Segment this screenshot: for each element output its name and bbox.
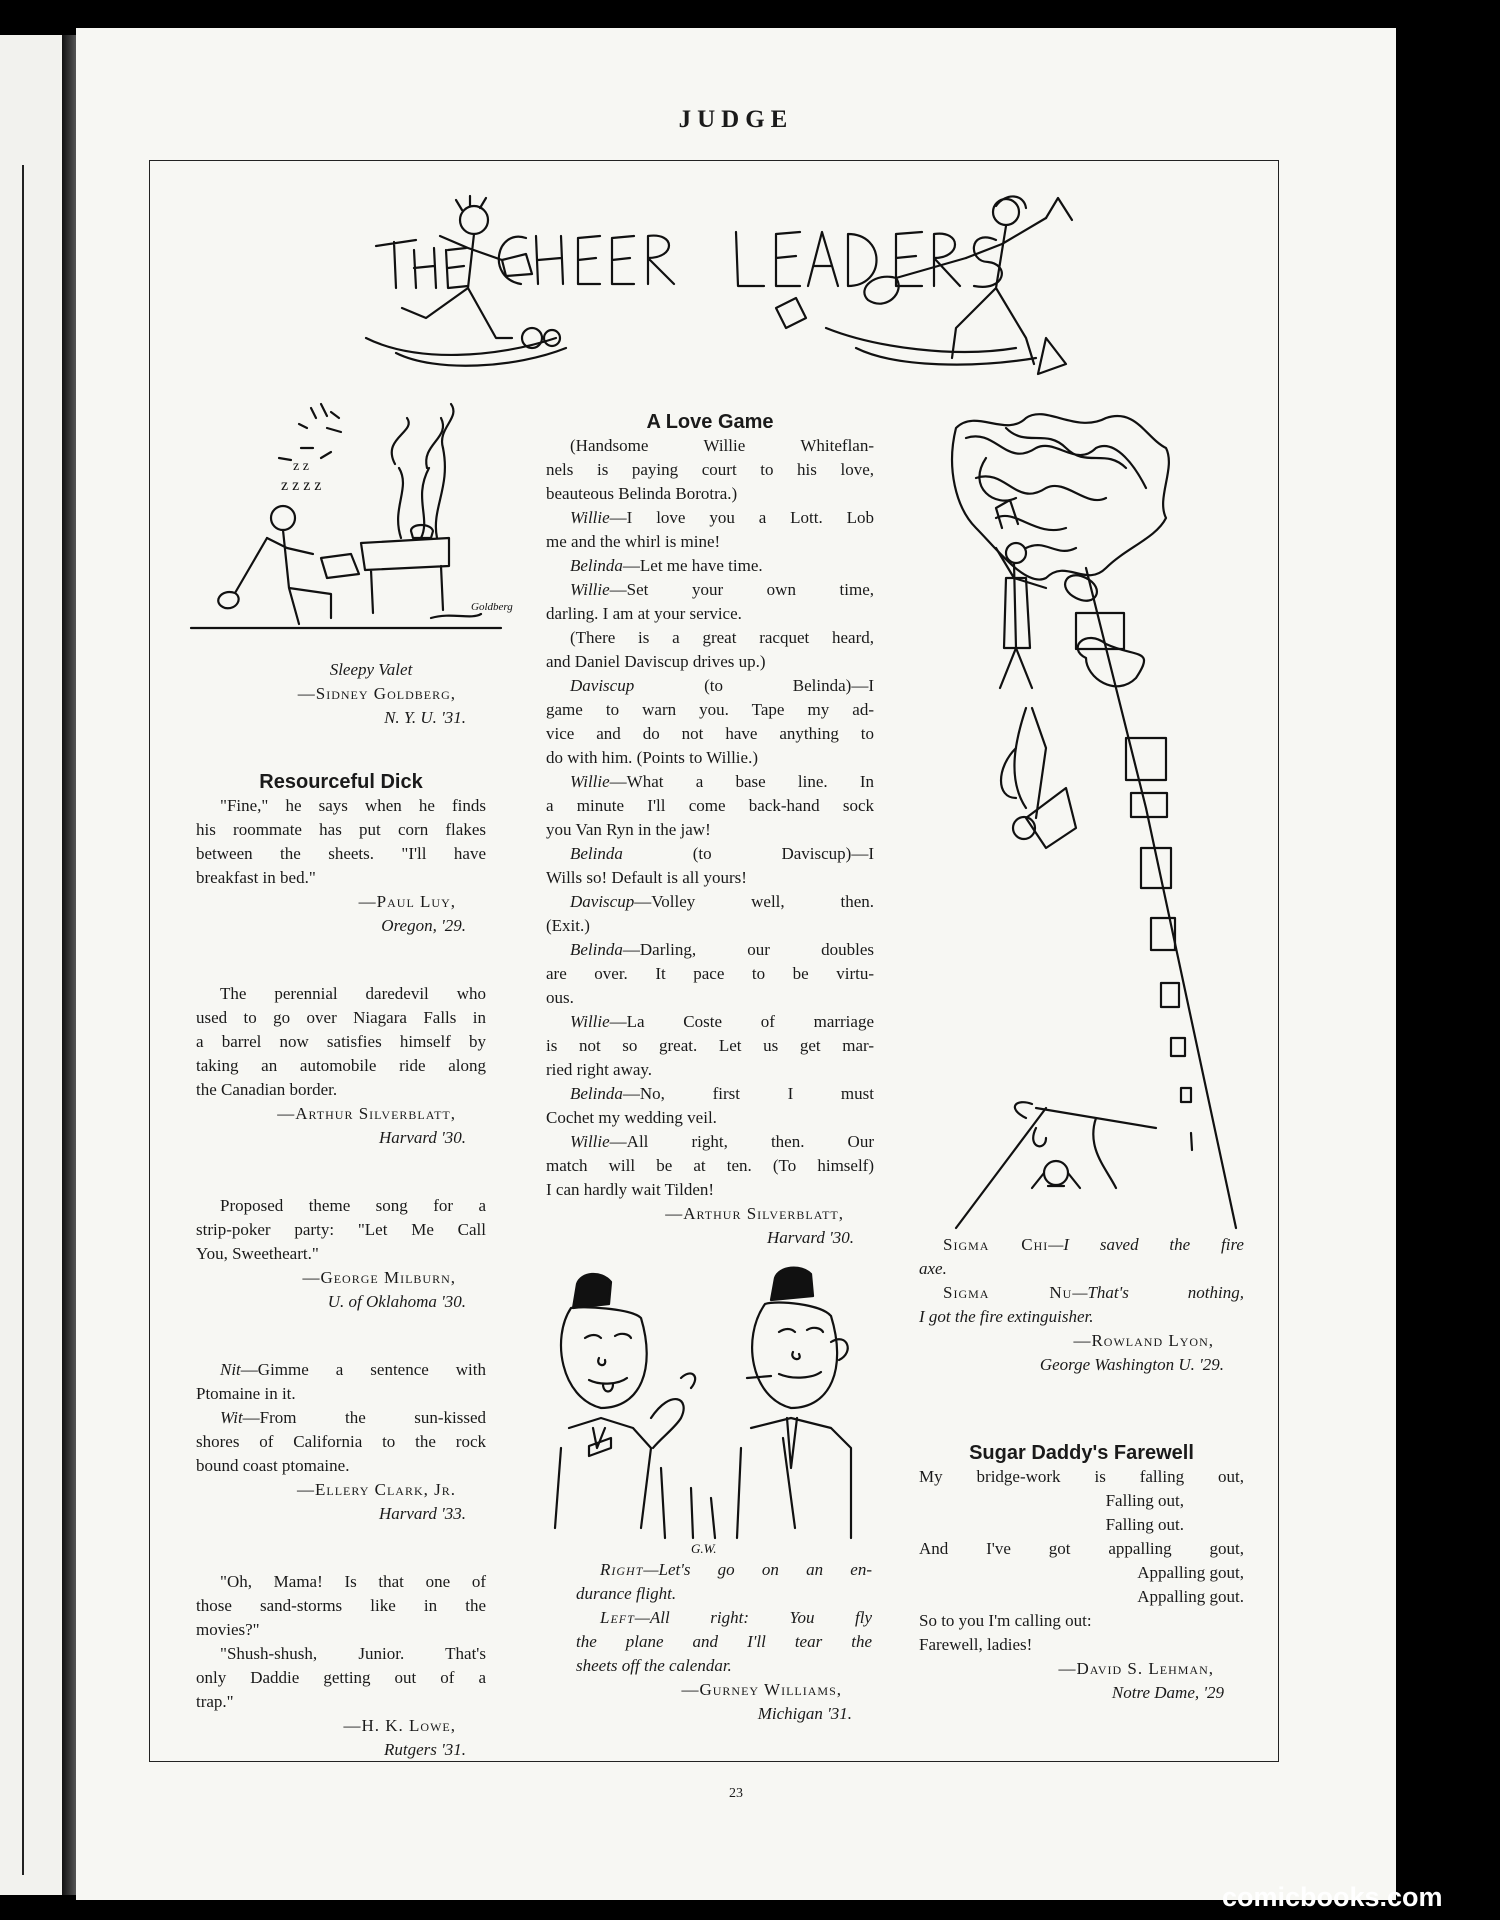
resourceful-dick-line: between the sheets. "I'll have xyxy=(196,844,486,863)
fire-line: axe. xyxy=(919,1259,947,1278)
ptomaine-line xyxy=(196,1358,486,1382)
fire-school: George Washington U. '29. xyxy=(1039,1355,1224,1374)
ptomaine-text: —From the sun-kissed xyxy=(242,1408,486,1427)
theme-song-joke xyxy=(196,1194,486,1314)
resourceful-dick-title: Resourceful Dick xyxy=(259,771,423,793)
ptomaine-joke xyxy=(196,1358,486,1526)
endurance-author: —Gurney Williams, xyxy=(681,1680,842,1699)
speaker-name: Willie xyxy=(570,580,610,599)
masthead: JUDGE xyxy=(678,106,794,133)
sleepy-valet-illustration xyxy=(181,388,511,648)
love-game-line: ous. xyxy=(546,988,574,1007)
love-game-line xyxy=(546,674,874,698)
mama-school: Rutgers '31. xyxy=(383,1740,466,1759)
fire-text: —I saved the fire xyxy=(1048,1235,1244,1254)
cheer-leaders-banner xyxy=(356,188,1076,398)
sugar-daddy-line: And I've got appalling gout, xyxy=(919,1539,1244,1558)
mama-line: only Daddie getting out of a xyxy=(196,1668,486,1687)
ptomaine-speaker-nit: Nit xyxy=(220,1360,241,1379)
ptomaine-line xyxy=(196,1406,486,1430)
speaker-name: Right xyxy=(600,1560,644,1579)
daredevil-joke xyxy=(196,982,486,1150)
fire-escape-illustration xyxy=(936,408,1236,1228)
ptomaine-school: Harvard '33. xyxy=(378,1504,466,1523)
love-game-line: match will be at ten. (To himself) xyxy=(546,1156,874,1175)
theme-song-line: Proposed theme song for a xyxy=(220,1196,486,1215)
speaker-text: —All right: You fly xyxy=(634,1608,872,1627)
aviators-signature: G.W. xyxy=(691,1541,717,1556)
sugar-daddy-school: Notre Dame, '29 xyxy=(1111,1683,1224,1702)
sugar-daddy-line: Falling out, xyxy=(1105,1491,1184,1510)
mama-line: "Shush-shush, Junior. That's xyxy=(220,1644,486,1663)
daredevil-school: Harvard '30. xyxy=(378,1128,466,1147)
theme-song-line: strip-poker party: "Let Me Call xyxy=(196,1220,486,1239)
speaker-name: Willie xyxy=(570,772,610,791)
fire-line xyxy=(919,1281,1244,1305)
love-game-line: do with him. (Points to Willie.) xyxy=(546,748,758,767)
love-game-line xyxy=(546,938,874,962)
speaker-name: Belinda xyxy=(570,940,623,959)
love-game-line: (Exit.) xyxy=(546,916,590,935)
daredevil-line: a barrel now satisfies himself by xyxy=(196,1032,486,1051)
love-game-line: game to warn you. Tape my ad- xyxy=(546,700,874,719)
love-game-line xyxy=(546,1010,874,1034)
love-game-line: nels is paying court to his love, xyxy=(546,460,874,479)
love-game-line: beauteous Belinda Borotra.) xyxy=(546,484,738,503)
previous-page-edge xyxy=(0,35,62,1895)
book-gutter xyxy=(62,35,76,1895)
sugar-daddy-line: My bridge-work is falling out, xyxy=(919,1467,1244,1486)
theme-song-line: You, Sweetheart." xyxy=(196,1244,319,1263)
love-game-line xyxy=(546,842,874,866)
love-game-line: a minute I'll come back-hand sock xyxy=(546,796,874,815)
love-game-line: vice and do not have anything to xyxy=(546,724,874,743)
sleepy-valet-caption: Sleepy Valet xyxy=(329,660,413,679)
sugar-daddy-line: Falling out. xyxy=(1105,1515,1184,1534)
love-game-line: (Handsome Willie Whiteflan- xyxy=(570,436,874,455)
speaker-name: Belinda xyxy=(570,556,623,575)
love-game-line: (There is a great racquet heard, xyxy=(570,628,874,647)
mama-joke xyxy=(196,1570,486,1762)
fire-speaker: Sigma Nu xyxy=(943,1283,1073,1302)
sugar-daddy-title: Sugar Daddy's Farewell xyxy=(969,1442,1194,1464)
love-game-title: A Love Game xyxy=(646,411,774,433)
daredevil-line: The perennial daredevil who xyxy=(220,984,486,1003)
speaker-text: (to Belinda)—I xyxy=(634,676,874,695)
speaker-text: —Let me have time. xyxy=(622,556,763,575)
daredevil-line: taking an automobile ride along xyxy=(196,1056,486,1075)
theme-song-school: U. of Oklahoma '30. xyxy=(327,1292,466,1311)
fire-author: —Rowland Lyon, xyxy=(1073,1331,1214,1350)
resourceful-dick-author: —Paul Luy, xyxy=(358,892,456,911)
fire-text: —That's nothing, xyxy=(1072,1283,1244,1302)
love-game-line: I can hardly wait Tilden! xyxy=(546,1180,715,1199)
middle-column xyxy=(546,410,874,1250)
speaker-text: —What a base line. In xyxy=(609,772,874,791)
sleepy-valet-school: N. Y. U. '31. xyxy=(384,708,466,727)
speaker-name: Daviscup xyxy=(570,676,635,695)
right-column xyxy=(919,1233,1244,1705)
endurance-line xyxy=(576,1606,872,1630)
love-game-line xyxy=(546,554,874,578)
svg-text:z z: z z xyxy=(293,459,309,474)
speaker-name: Willie xyxy=(570,1132,610,1151)
speaker-text: (to Daviscup)—I xyxy=(622,844,874,863)
mama-line: trap." xyxy=(196,1692,234,1711)
ptomaine-line: Ptomaine in it. xyxy=(196,1384,296,1403)
resourceful-dick-line: "Fine," he says when he finds xyxy=(220,796,486,815)
mama-author: —H. K. Lowe, xyxy=(343,1716,456,1735)
love-game-line: Wills so! Default is all yours! xyxy=(546,868,747,887)
ptomaine-text: —Gimme a sentence with xyxy=(240,1360,486,1379)
speaker-text: —La Coste of marriage xyxy=(609,1012,874,1031)
sugar-daddy-line: Farewell, ladies! xyxy=(919,1635,1033,1654)
love-game-line xyxy=(546,578,874,602)
love-game-line xyxy=(546,1082,874,1106)
speaker-name: Willie xyxy=(570,1012,610,1031)
love-game-line: and Daniel Daviscup drives up.) xyxy=(546,652,766,671)
speaker-text: —No, first I must xyxy=(622,1084,874,1103)
watermark: comicbooks.com xyxy=(1222,1882,1443,1912)
speaker-text: —All right, then. Our xyxy=(609,1132,874,1151)
theme-song-author: —George Milburn, xyxy=(302,1268,456,1287)
ptomaine-line: shores of California to the rock xyxy=(196,1432,486,1451)
speaker-name: Willie xyxy=(570,508,610,527)
endurance-joke xyxy=(576,1558,872,1726)
fire-line xyxy=(919,1233,1244,1257)
love-game-line: is not so great. Let us get mar- xyxy=(546,1036,874,1055)
love-game-line: me and the whirl is mine! xyxy=(546,532,721,551)
mama-line: those sand-storms like in the xyxy=(196,1596,486,1615)
resourceful-dick-line: breakfast in bed." xyxy=(196,868,316,887)
left-column xyxy=(196,658,486,1762)
speaker-name: Belinda xyxy=(570,1084,623,1103)
endurance-line: the plane and I'll tear the xyxy=(576,1632,872,1651)
love-game-line: you Van Ryn in the jaw! xyxy=(546,820,711,839)
love-game-author: —Arthur Silverblatt, xyxy=(665,1204,844,1223)
ptomaine-author: —Ellery Clark, Jr. xyxy=(296,1480,456,1499)
speaker-name: Daviscup xyxy=(570,892,635,911)
sugar-daddy-line: So to you I'm calling out: xyxy=(919,1611,1092,1630)
previous-page-rule xyxy=(22,165,24,1875)
ptomaine-speaker-wit: Wit xyxy=(220,1408,243,1427)
sugar-daddy-line: Appalling gout. xyxy=(1137,1587,1244,1606)
love-game-school: Harvard '30. xyxy=(766,1228,854,1247)
mama-line: "Oh, Mama! Is that one of xyxy=(220,1572,486,1591)
daredevil-line: used to go over Niagara Falls in xyxy=(196,1008,486,1027)
endurance-line xyxy=(576,1558,872,1582)
resourceful-dick-school: Oregon, '29. xyxy=(381,916,466,935)
speaker-text: —I love you a Lott. Lob xyxy=(609,508,874,527)
daredevil-author: —Arthur Silverblatt, xyxy=(277,1104,456,1123)
love-game-line xyxy=(546,506,874,530)
speaker-text: —Darling, our doubles xyxy=(622,940,874,959)
speaker-text: —Let's go on an en- xyxy=(643,1560,872,1579)
speaker-name: Left xyxy=(600,1608,635,1627)
sugar-daddy-author: —David S. Lehman, xyxy=(1058,1659,1214,1678)
sleepy-valet-signature: Goldberg xyxy=(471,601,513,613)
speaker-text: —Set your own time, xyxy=(609,580,874,599)
daredevil-line: the Canadian border. xyxy=(196,1080,338,1099)
svg-text:z z z z: z z z z xyxy=(281,477,322,494)
love-game-line xyxy=(546,890,874,914)
page-number: 23 xyxy=(729,1786,743,1801)
resourceful-dick-body xyxy=(196,794,486,890)
endurance-line: durance flight. xyxy=(576,1584,677,1603)
sleepy-valet-author: —Sidney Goldberg, xyxy=(297,684,456,703)
fire-line: I got the fire extinguisher. xyxy=(919,1307,1094,1326)
love-game-line: darling. I am at your service. xyxy=(546,604,742,623)
endurance-line: sheets off the calendar. xyxy=(576,1656,732,1675)
speaker-text: —Volley well, then. xyxy=(634,892,874,911)
love-game-line: Cochet my wedding veil. xyxy=(546,1108,717,1127)
magazine-page xyxy=(76,28,1396,1900)
love-game-line xyxy=(546,770,874,794)
fire-speaker: Sigma Chi xyxy=(943,1235,1049,1254)
resourceful-dick-line: his roommate has put corn flakes xyxy=(196,820,486,839)
aviators-illustration xyxy=(541,1268,871,1558)
ptomaine-line: bound coast ptomaine. xyxy=(196,1456,350,1475)
love-game-line: are over. It pace to be virtu- xyxy=(546,964,874,983)
love-game-line xyxy=(546,1130,874,1154)
speaker-name: Belinda xyxy=(570,844,623,863)
endurance-school: Michigan '31. xyxy=(757,1704,852,1723)
mama-line: movies?" xyxy=(196,1620,260,1639)
sugar-daddy-line: Appalling gout, xyxy=(1137,1563,1244,1582)
love-game-line: ried right away. xyxy=(546,1060,653,1079)
